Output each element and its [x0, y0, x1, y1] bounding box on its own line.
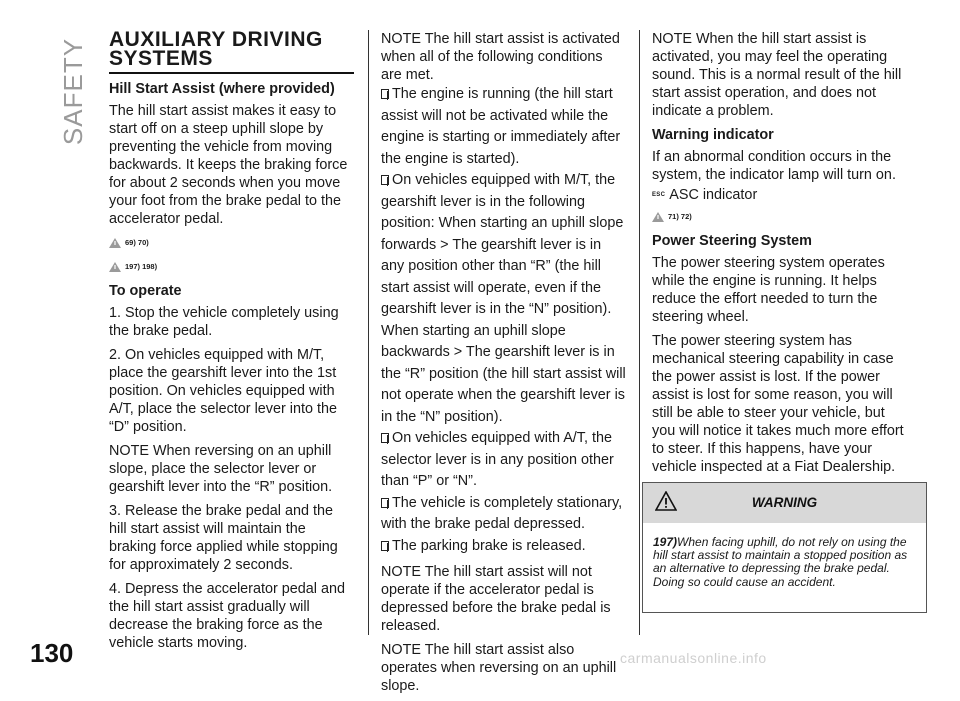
power-steering-p2: The power steering system has mechanical steering capability in case the power assist is lost. If the power assist is lost for some reason, you will still be able to steer your vehicle, but you will notice it takes much more effort to steer. If this happens, have your vehicle inspected at a Fiat Dealership.: [652, 333, 904, 475]
column-2: [381, 30, 626, 701]
page-title: AUXILIARY DRIVING SYSTEMS: [109, 30, 354, 74]
checkbox-bullet-icon: [381, 541, 389, 551]
power-steering-p1: The power steering system operates while the engine is running. It helps reduce the effort needed to turn the steering wheel.: [652, 255, 885, 325]
list-item: [381, 536, 626, 558]
step-3: 3. Release the brake pedal and the hill start assist will maintain the braking force applied while stopping for approximately 2 seconds.: [109, 503, 338, 573]
warning-triangle-icon: [652, 212, 664, 222]
list-item-text: The vehicle is completely stationary, with the brake pedal depressed.: [381, 494, 623, 532]
list-item: [381, 84, 626, 170]
note-operating-sound: NOTE When the hill start assist is activated, you may feel the operating sound. This is a normal result of the hill start assist operation, and does not indicate a problem.: [652, 31, 902, 119]
list-item-text: The parking brake is released.: [392, 537, 586, 554]
section-tab: [30, 30, 89, 150]
warning-triangle-icon: [109, 238, 121, 248]
column-1: [109, 30, 354, 658]
warning-indicator-heading: Warning indicator: [652, 127, 774, 143]
reference-numbers: 69) 70): [125, 238, 149, 247]
asc-indicator-label: ASC indicator: [669, 187, 758, 203]
note-reversing: NOTE When reversing on an uphill slope, place the selector lever or gearshift lever into the “R” position.: [109, 443, 333, 495]
warning-title: WARNING: [751, 495, 818, 510]
checkbox-bullet-icon: [381, 498, 389, 508]
list-item: [381, 493, 626, 536]
list-item: [381, 170, 626, 428]
note-accelerator: NOTE The hill start assist will not operate if the accelerator pedal is depressed before the brake pedal is released.: [381, 564, 611, 634]
section-tab-label: SAFETY: [58, 37, 89, 146]
page-number: 130: [30, 638, 74, 668]
section-subtitle: Hill Start Assist (where provided): [109, 81, 335, 97]
operate-heading: To operate: [109, 283, 182, 299]
step-2: 2. On vehicles equipped with M/T, place the gearshift lever into the 1st position. On vehicles equipped with A/T, place the selector lever into the “D” position.: [109, 347, 337, 435]
warning-body: [643, 523, 926, 595]
warning-header: [643, 483, 926, 523]
column-divider: [639, 30, 640, 635]
warning-reference: [109, 234, 354, 252]
watermark: carmanualsonline.info: [620, 650, 767, 666]
checkbox-bullet-icon: [381, 433, 389, 443]
note-reverse-slope: NOTE The hill start assist also operates when reversing on an uphill slope.: [381, 642, 617, 694]
column-divider: [368, 30, 369, 635]
step-1: 1. Stop the vehicle completely using the brake pedal.: [109, 305, 339, 339]
asc-indicator-row: [652, 186, 907, 204]
list-item: [381, 428, 626, 493]
list-item-text: The engine is running (the hill start assist will not be activated while the engine is starting or immediately after the engine is started).: [381, 86, 621, 167]
column-3: [652, 30, 907, 506]
warning-triangle-icon: [109, 262, 121, 272]
warning-reference: [109, 258, 354, 276]
intro-paragraph: The hill start assist makes it easy to start off on a steep uphill slope by preventing the vehicle from moving backwards. It keeps the braking force for about 2 seconds when you move your foot from the brake pedal to the accelerator pedal.: [109, 103, 348, 227]
esc-indicator-icon: ESC: [652, 192, 666, 198]
list-item-text: On vehicles equipped with A/T, the selector lever is in any position other than “P” or “N”.: [381, 430, 614, 489]
reference-numbers: 71) 72): [668, 212, 692, 221]
reference-numbers: 197) 198): [125, 262, 158, 271]
list-item-text: On vehicles equipped with M/T, the gearshift lever is in the following position: When starting an uphill slope forwards > The gearshift lever is in any position other than “R” (the hill start assist will operate, even if the gearshift lever is in the “N” position). When starting an uphill slope backwards > The gearshift lever is in the “R” position (the hill start assist will not operate when the gearshift lever is in the “N” position).: [381, 172, 626, 425]
checkbox-bullet-icon: [381, 175, 389, 185]
warning-indicator-text: If an abnormal condition occurs in the system, the indicator lamp will turn on.: [652, 149, 896, 183]
warning-box: [642, 482, 927, 613]
warning-reference: [652, 208, 907, 226]
power-steering-heading: Power Steering System: [652, 233, 812, 249]
step-4: 4. Depress the accelerator pedal and the hill start assist gradually will decrease the braking force as the vehicle starts moving.: [109, 581, 345, 651]
note-conditions: NOTE The hill start assist is activated when all of the following conditions are met.: [381, 31, 620, 83]
checkbox-bullet-icon: [381, 89, 389, 99]
warning-number: 197): [653, 535, 678, 549]
warning-text: When facing uphill, do not rely on using the hill start assist to maintain a stopped position as an alternative to depressing the brake pedal. Doing so could cause an accident.: [653, 535, 908, 589]
